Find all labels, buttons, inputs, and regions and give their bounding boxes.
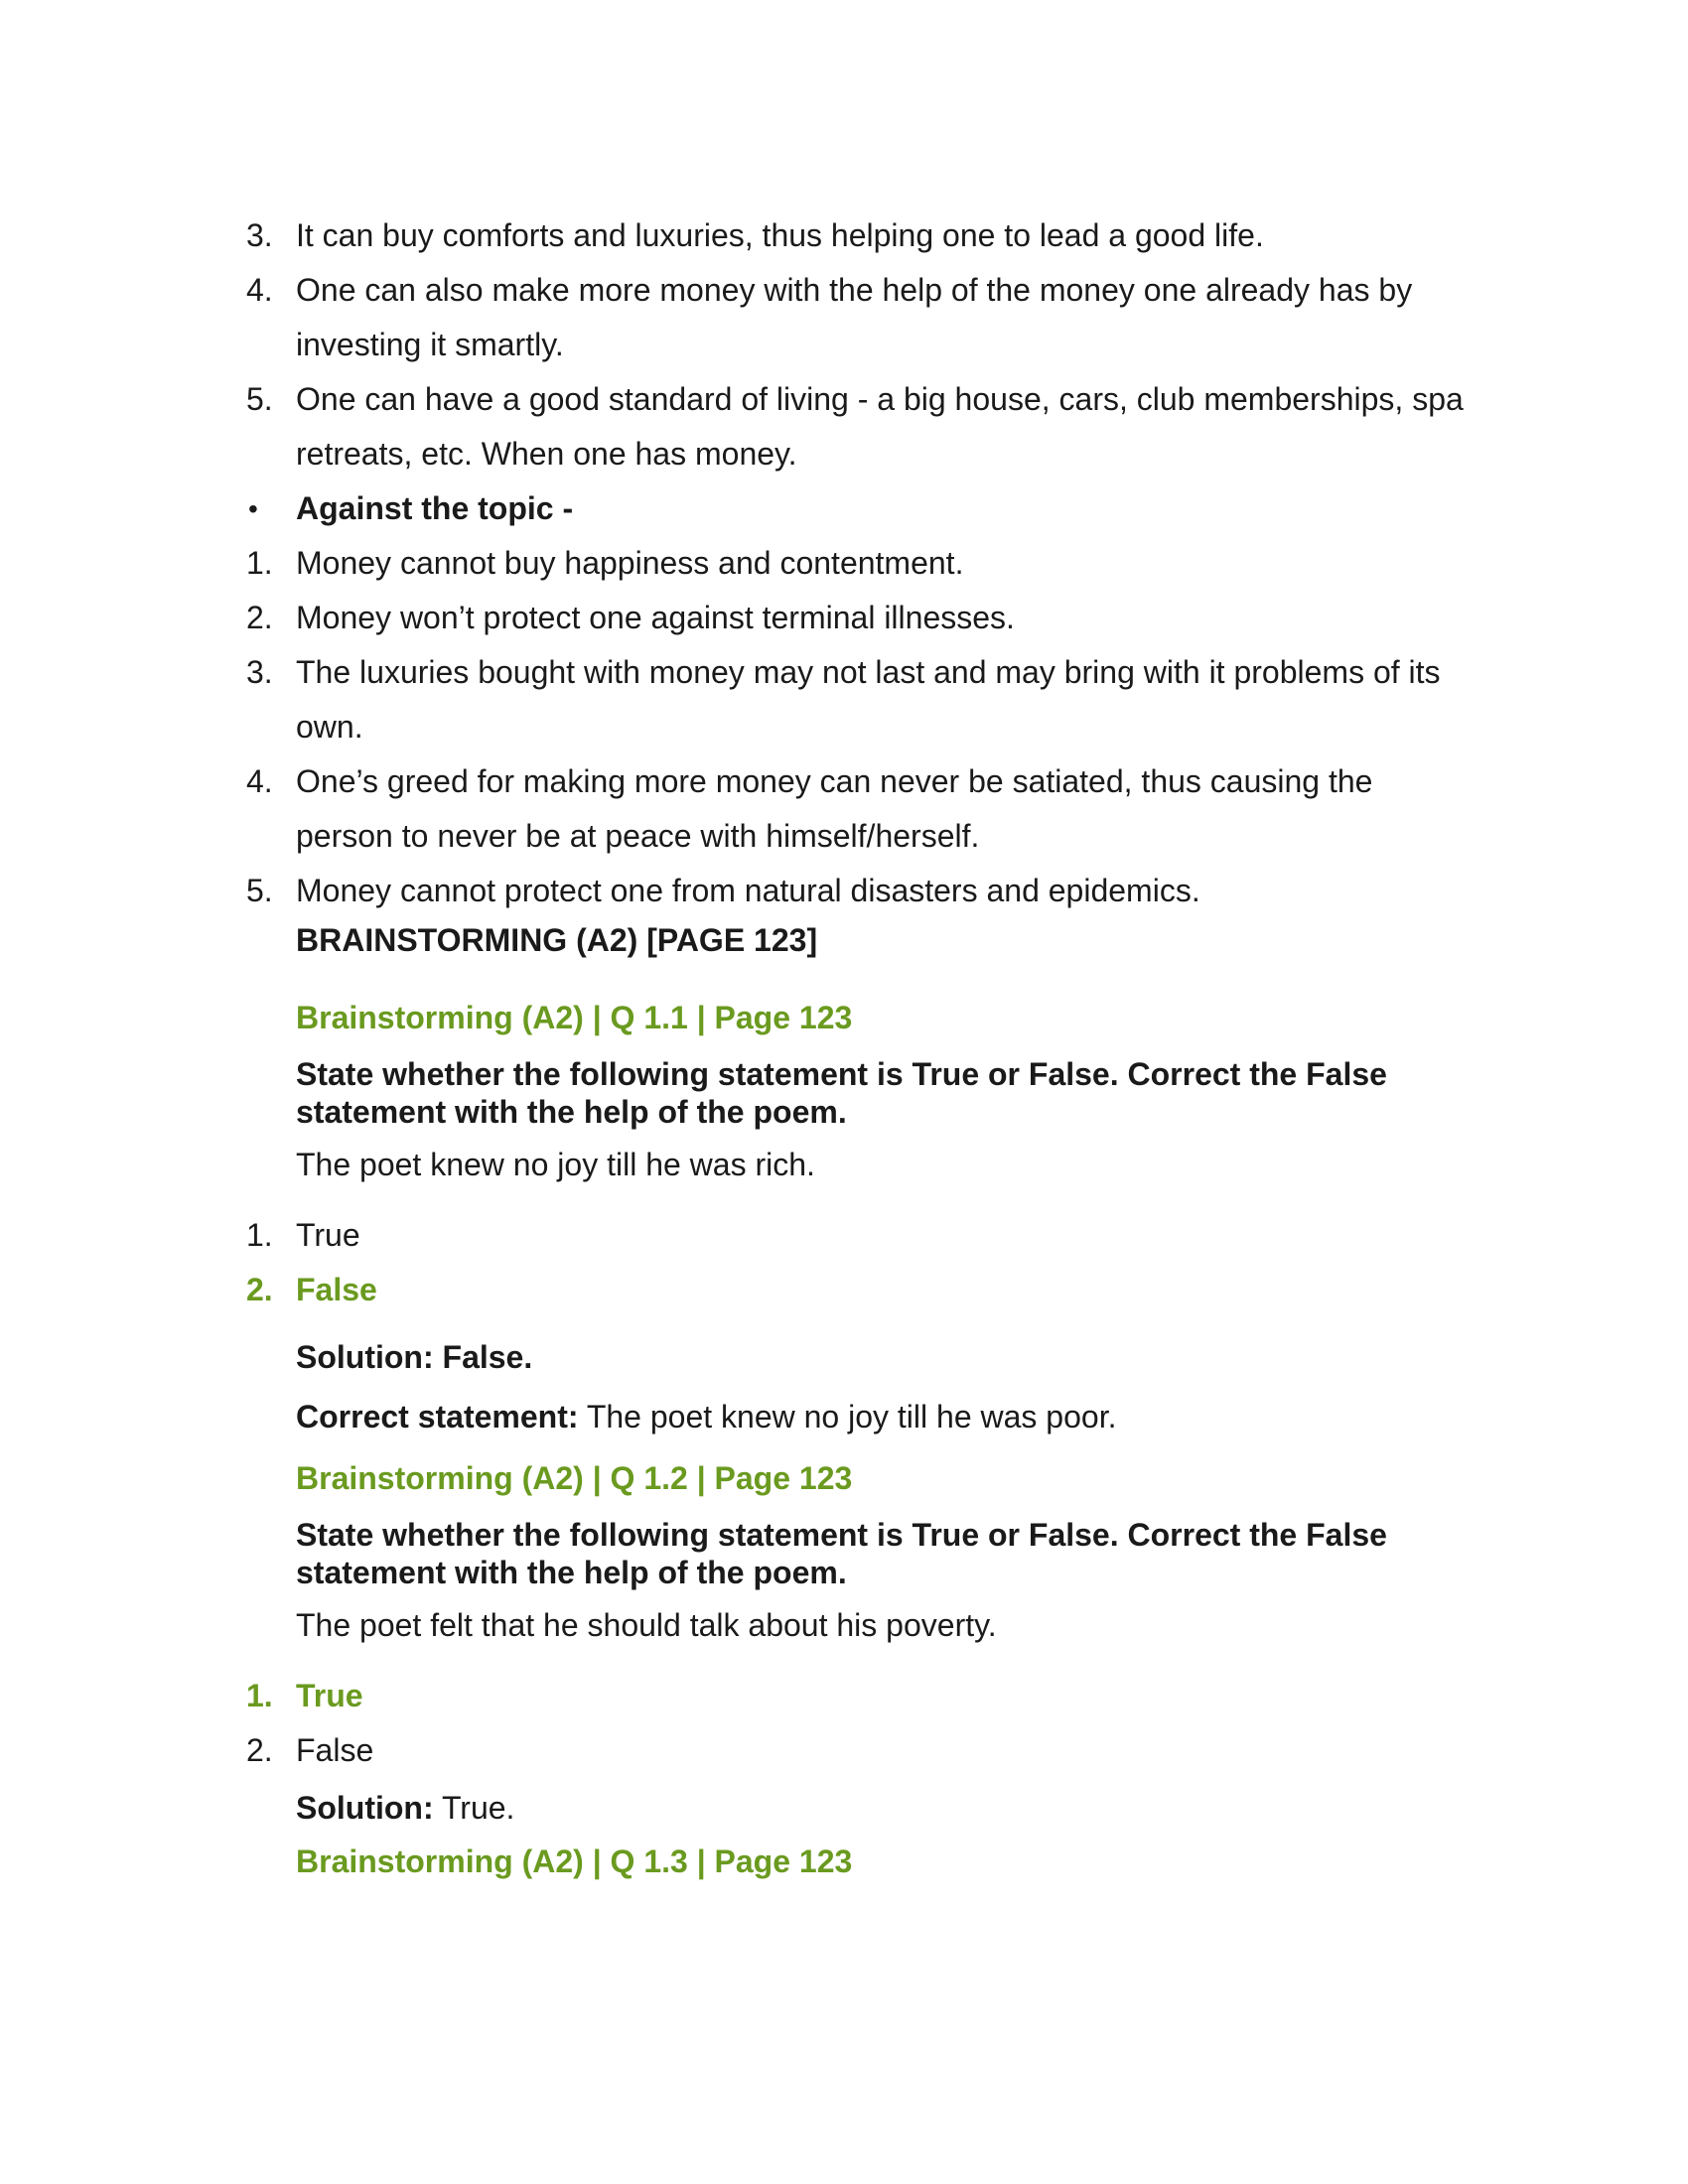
document-page — [246, 208, 1477, 1881]
option-text: False — [296, 1732, 374, 1768]
list-number: 5. — [246, 873, 273, 908]
solution-label: Solution: — [296, 1339, 434, 1375]
against-topic-heading — [246, 481, 1477, 536]
solution-label: Solution: — [296, 1790, 434, 1826]
option-number: 2. — [246, 1732, 273, 1768]
correct-statement-value: The poet knew no joy till he was poor. — [586, 1399, 1117, 1434]
question-statement: The poet felt that he should talk about his poverty. — [296, 1607, 997, 1643]
list-text: Money cannot buy happiness and contentment. — [296, 545, 964, 581]
option-number: 1. — [246, 1678, 273, 1713]
question-heading-link[interactable]: Brainstorming (A2) | Q 1.2 | Page 123 — [296, 1460, 853, 1496]
list-item — [246, 864, 1477, 918]
list-item — [246, 208, 1477, 263]
question-text: State whether the following statement is True or False. Correct the False statement with the help of the poem. — [296, 1056, 1387, 1130]
option-text: True — [296, 1217, 360, 1253]
list-number: 5. — [246, 381, 273, 417]
question-heading-link[interactable]: Brainstorming (A2) | Q 1.3 | Page 123 — [296, 1843, 853, 1879]
question-statement: The poet knew no joy till he was rich. — [296, 1147, 815, 1182]
question-text: State whether the following statement is True or False. Correct the False statement with the help of the poem. — [296, 1517, 1387, 1590]
list-number: 4. — [246, 272, 273, 308]
solution-value: True. — [441, 1790, 515, 1826]
list-text: Money won’t protect one against terminal illnesses. — [296, 600, 1015, 635]
option-item — [246, 1208, 1477, 1263]
correct-statement — [246, 1397, 1477, 1436]
list-number: 4. — [246, 763, 273, 799]
correct-statement-label: Correct statement: — [296, 1399, 579, 1434]
list-item — [246, 754, 1477, 864]
option-text: True — [296, 1678, 363, 1713]
list-number: 3. — [246, 217, 273, 253]
list-text: One can also make more money with the help of the money one already has by investing it smartly. — [296, 272, 1413, 362]
list-item — [246, 372, 1477, 481]
list-item — [246, 591, 1477, 645]
option-item-correct — [246, 1669, 1477, 1723]
option-number: 2. — [246, 1272, 273, 1307]
list-number: 2. — [246, 600, 273, 635]
list-item — [246, 536, 1477, 591]
option-text: False — [296, 1272, 377, 1307]
bullet-icon: • — [248, 493, 258, 524]
solution — [246, 1788, 1477, 1828]
against-label: Against the topic - — [296, 490, 574, 526]
list-text: One’s greed for making more money can never be satiated, thus causing the person to never be at peace with himself/herself. — [296, 763, 1373, 854]
option-number: 1. — [246, 1217, 273, 1253]
question-heading-link[interactable]: Brainstorming (A2) | Q 1.1 | Page 123 — [296, 1000, 853, 1035]
list-text: The luxuries bought with money may not last and may bring with it problems of its own. — [296, 654, 1441, 745]
option-item-correct — [246, 1263, 1477, 1317]
list-number: 1. — [246, 545, 273, 581]
list-number: 3. — [246, 654, 273, 690]
list-text: It can buy comforts and luxuries, thus helping one to lead a good life. — [296, 217, 1264, 253]
list-item — [246, 645, 1477, 754]
solution — [246, 1337, 1477, 1377]
section-title: BRAINSTORMING (A2) [PAGE 123] — [296, 922, 818, 958]
option-item — [246, 1723, 1477, 1778]
solution-value: False. — [442, 1339, 533, 1375]
list-item — [246, 263, 1477, 372]
list-text: Money cannot protect one from natural disasters and epidemics. — [296, 873, 1200, 908]
list-text: One can have a good standard of living - a big house, cars, club memberships, spa retreats, etc. When one has money. — [296, 381, 1464, 472]
